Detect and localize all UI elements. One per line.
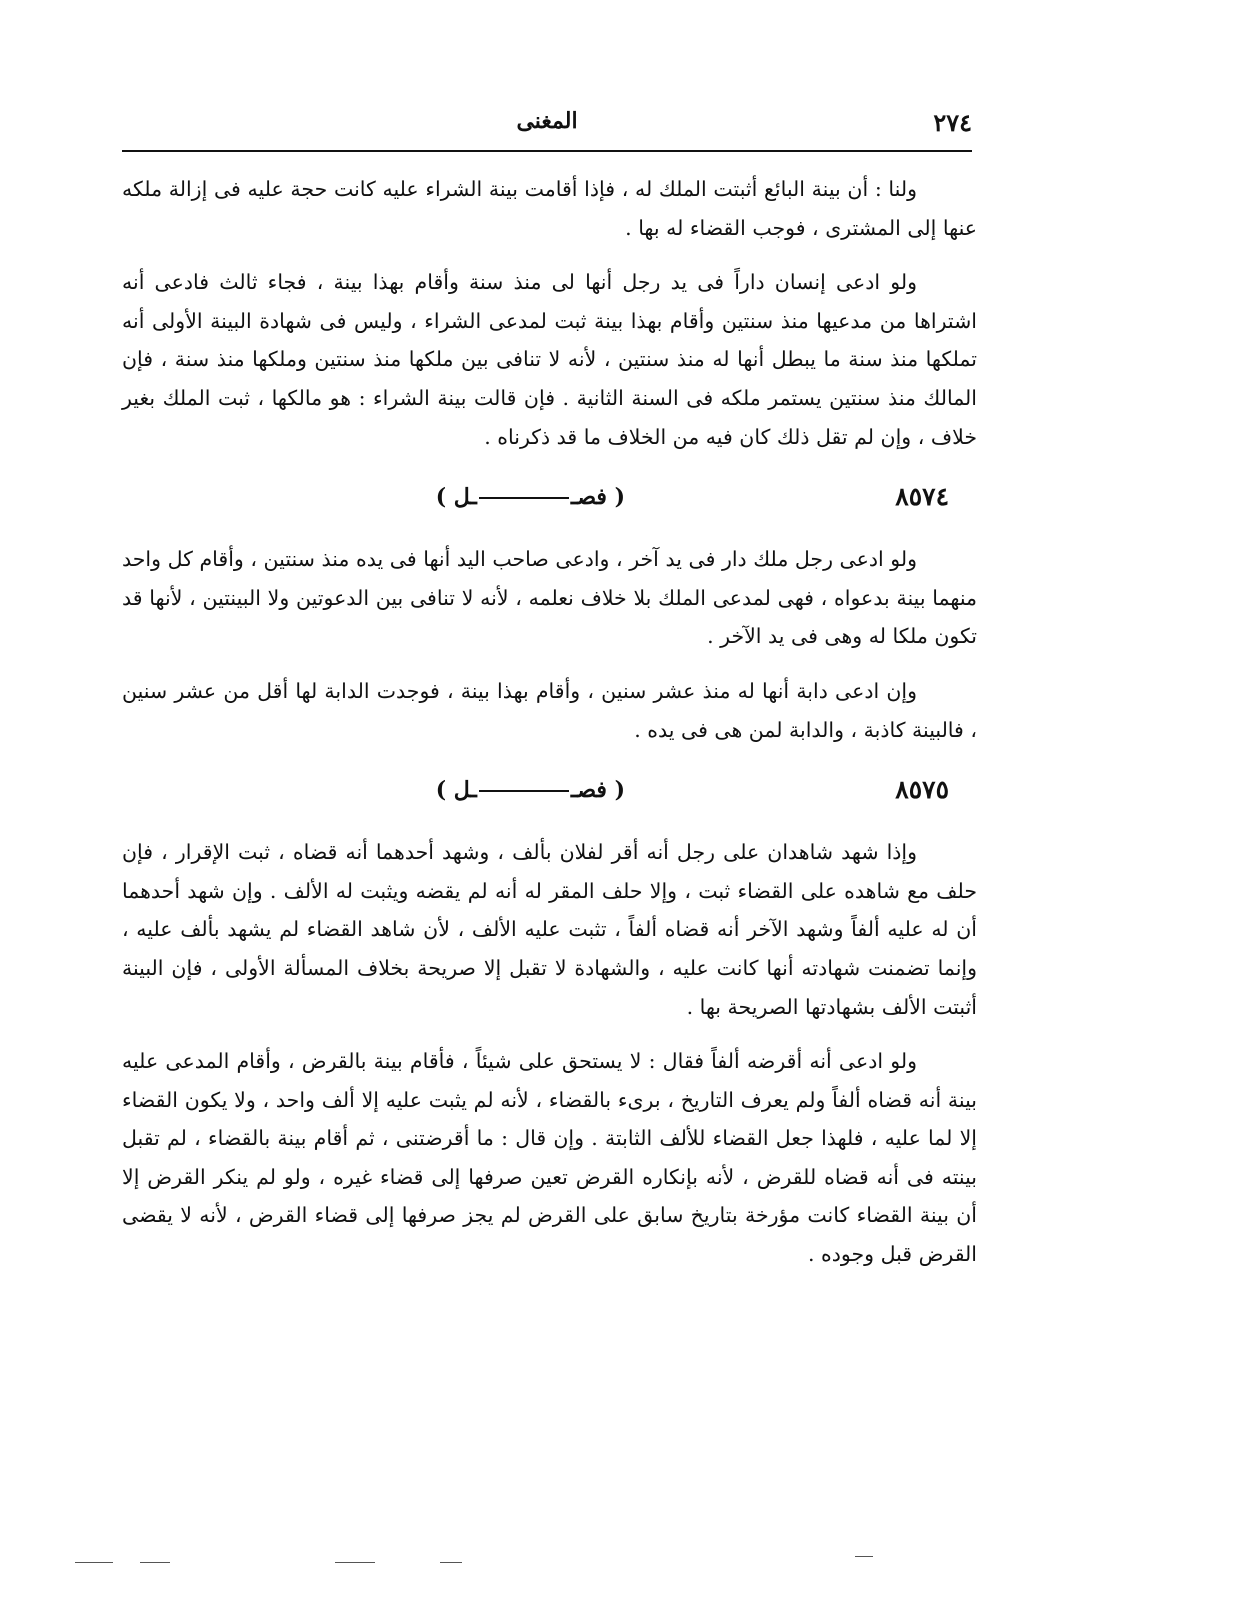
paragraph: ولو ادعى رجل ملك دار فى يد آخر ، وادعى صاحب اليد أنها فى يده منذ سنتين ، وأقام كل واحد منهما بينة بدعواه ، فهى لمدعى الملك بلا خلاف نعلمه ، لأنه لا تنافى بين الدعوتين ولا البينتين ، لأنها قد تكون ملكا له وهى فى يد الآخر . <box>122 547 977 649</box>
scan-mark <box>75 1562 113 1563</box>
scan-mark <box>335 1562 375 1563</box>
title-dash <box>479 497 569 499</box>
page-body <box>122 170 977 1290</box>
section-title-start: ( فصـ <box>570 484 625 511</box>
page-header <box>122 108 972 148</box>
section-title-end: ـل ) <box>435 777 477 804</box>
page-number: ٢٧٤ <box>933 108 972 137</box>
section-number: ٨٥٧٤ <box>895 482 949 512</box>
section-heading <box>122 478 977 518</box>
section-title <box>436 771 625 810</box>
paragraph: ولنا : أن بينة البائع أثبتت الملك له ، فإذا أقامت بينة الشراء عليه كانت حجة عليه فى إزالة ملكه عنها إلى المشترى ، فوجب القضاء له بها . <box>122 177 977 240</box>
paragraph: وإذا شهد شاهدان على رجل أنه أقر لفلان بألف ، وشهد أحدهما أنه قضاه ، ثبت الإقرار ، فإن حلف مع شاهده على القضاء ثبت ، وإلا حلف المقر له أنه لم يقضه ويثبت له الألف . وإن شهد أحدهما أن له عليه ألفاً وشهد الآخر أنه قضاه ألفاً ، تثبت عليه الألف ، لأن شاهد القضاء لم يشهد بألف عليه ، وإنما تضمنت شهادته أنها كانت عليه ، والشهادة لا تقبل إلا صريحة بخلاف المسألة الأولى ، فإن البينة أثبتت الألف بشهادتها الصريحة بها . <box>122 840 977 1019</box>
scan-mark <box>440 1562 462 1563</box>
section-title-end: ـل ) <box>435 484 477 511</box>
paragraph: وإن ادعى دابة أنها له منذ عشر سنين ، وأقام بهذا بينة ، فوجدت الدابة لها أقل من عشر سنين ، فالبينة كاذبة ، والدابة لمن هى فى يده . <box>122 678 977 742</box>
section-heading <box>122 771 977 811</box>
title-dash <box>479 790 569 792</box>
scan-mark <box>140 1562 170 1563</box>
paragraph: ولو ادعى إنسان داراً فى يد رجل أنها لى منذ سنة وأقام بهذا بينة ، فجاء ثالث فادعى أنه اشتراها من مدعيها منذ سنتين وأقام بهذا بينة ثبت لمدعى الشراء ، وليس فى شهادة البينة الأولى أنه تملكها منذ سنة ما يبطل أنها له منذ سنتين ، لأنه لا تنافى بين ملكها منذ سنتين وملكها منذ سنة ، فإن المالك منذ سنتين يستمر ملكه فى السنة الثانية . فإن قالت بينة الشراء : هو مالكها ، ثبت الملك بغير خلاف ، وإن لم تقل ذلك كان فيه من الخلاف ما قد ذكرناه . <box>122 270 977 449</box>
running-title: المغنى <box>516 108 578 134</box>
section-number: ٨٥٧٥ <box>895 775 949 805</box>
scan-mark <box>855 1556 873 1557</box>
paragraph: ولو ادعى أنه أقرضه ألفاً فقال : لا يستحق على شيئاً ، فأقام بينة بالقرض ، وأقام المدعى عليه بينة أنه قضاه ألفاً ولم يعرف التاريخ ، برىء بالقضاء ، لأنه لم يثبت عليه إلا ألف واحد ، ولا يكون القضاء إلا لما عليه ، فلهذا جعل القضاء للألف الثابتة . وإن قال : ما أقرضتنى ، ثم أقام بينة بالقضاء ، لم تقبل بينته فى أنه قضاه للقرض ، لأنه بإنكاره القرض تعين صرفها إلى قضاء غيره ، ولو لم ينكر القرض إلا أن بينة القضاء كانت مؤرخة بتاريخ سابق على القرض لم يجز صرفها إلى قضاء القرض ، لأنه لا يقضى القرض قبل وجوده . <box>122 1049 977 1267</box>
section-title <box>436 478 625 517</box>
section-title-start: ( فصـ <box>570 777 625 804</box>
header-rule <box>122 150 972 152</box>
